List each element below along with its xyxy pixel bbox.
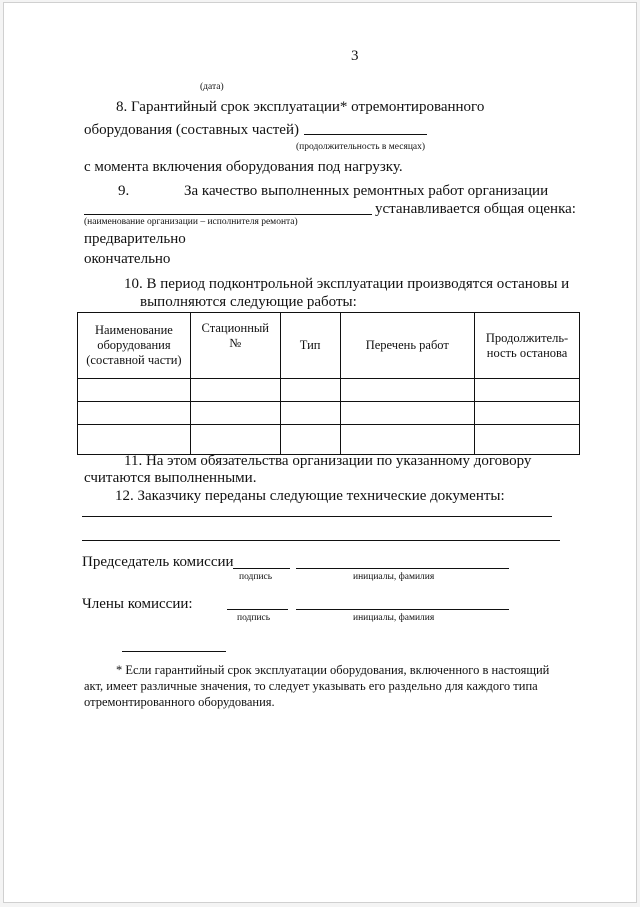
organization-name-blank bbox=[84, 214, 372, 215]
header-line: Перечень работ bbox=[365, 338, 449, 352]
table-row bbox=[78, 402, 580, 425]
table-row bbox=[78, 379, 580, 402]
table-cell bbox=[280, 402, 340, 425]
column-header-station-number bbox=[190, 313, 280, 379]
table-cell bbox=[78, 402, 191, 425]
header-line: Наименование bbox=[94, 323, 173, 337]
header-line: № bbox=[229, 336, 242, 350]
item9-number: 9. bbox=[118, 183, 130, 199]
item12-line1: 12. Заказчику переданы следующие технические документы: bbox=[115, 488, 505, 504]
table-cell bbox=[190, 402, 280, 425]
table-header-row bbox=[78, 313, 580, 379]
item8-line1: 8. Гарантийный срок эксплуатации* отремонтированного bbox=[116, 99, 485, 115]
item11-line1: 11. На этом обязательства организации по указанному договору bbox=[124, 453, 532, 469]
chairman-signature-blank bbox=[233, 568, 290, 569]
item8-caption: (продолжительность в месяцах) bbox=[296, 142, 426, 152]
chairman-name-blank bbox=[296, 568, 509, 569]
item9-caption: (наименование организации – исполнителя ремонта) bbox=[84, 217, 298, 227]
table-cell bbox=[340, 379, 475, 402]
document-page bbox=[3, 2, 637, 903]
item9-line2-tail: устанавливается общая оценка: bbox=[375, 201, 576, 217]
item11-line2: считаются выполненными. bbox=[84, 470, 257, 486]
item9-line1: За качество выполненных ремонтных работ организации bbox=[184, 183, 549, 199]
header-line: Продолжитель- bbox=[485, 330, 569, 345]
page-number: 3 bbox=[351, 48, 359, 64]
header-line: ность останова bbox=[486, 345, 568, 360]
chairman-signature-caption: подпись bbox=[239, 572, 273, 582]
table-cell bbox=[475, 425, 580, 455]
footnote-line1: * Если гарантийный срок эксплуатации оборудования, включенного в настоящий bbox=[116, 663, 550, 677]
column-header-works-list bbox=[340, 313, 475, 379]
footnote-line2: акт, имеет различные значения, то следует указывать его раздельно для каждого типа bbox=[84, 679, 538, 693]
footnote-separator bbox=[122, 651, 226, 652]
member-signature-blank bbox=[227, 609, 288, 610]
members-label: Члены комиссии: bbox=[82, 596, 193, 612]
table-cell bbox=[280, 425, 340, 455]
item8-line2: оборудования (составных частей) bbox=[84, 122, 299, 138]
item8-line3: с момента включения оборудования под нагрузку. bbox=[84, 159, 403, 175]
member-name-caption: инициалы, фамилия bbox=[353, 613, 435, 623]
documents-blank-line-2 bbox=[82, 540, 560, 541]
header-line: оборудования bbox=[97, 338, 171, 352]
column-header-type bbox=[280, 313, 340, 379]
column-header-equipment bbox=[78, 313, 191, 379]
documents-blank-line-1 bbox=[82, 516, 552, 517]
assessment-preliminary: предварительно bbox=[84, 231, 186, 247]
header-line: (составной части) bbox=[86, 353, 182, 367]
table-row bbox=[78, 425, 580, 455]
column-header-stoppage-duration bbox=[475, 313, 580, 379]
header-line: Тип bbox=[299, 338, 321, 352]
table-cell bbox=[78, 425, 191, 455]
table-cell bbox=[280, 379, 340, 402]
table-cell bbox=[475, 379, 580, 402]
chairman-label: Председатель комиссии bbox=[82, 554, 234, 570]
chairman-name-caption: инициалы, фамилия bbox=[353, 572, 435, 582]
member-name-blank bbox=[296, 609, 509, 610]
table-cell bbox=[340, 425, 475, 455]
footnote-line3: отремонтированного оборудования. bbox=[84, 695, 275, 709]
warranty-period-blank bbox=[304, 134, 427, 135]
table-cell bbox=[190, 425, 280, 455]
header-line: Стационный bbox=[201, 321, 269, 335]
table-cell bbox=[190, 379, 280, 402]
table-cell bbox=[475, 402, 580, 425]
item10-line2: выполняются следующие работы: bbox=[140, 294, 357, 310]
date-caption: (дата) bbox=[200, 82, 224, 92]
item10-line1: 10. В период подконтрольной эксплуатации производятся остановы и bbox=[124, 276, 570, 292]
assessment-final: окончательно bbox=[84, 251, 171, 267]
member-signature-caption: подпись bbox=[237, 613, 271, 623]
stoppage-works-table bbox=[77, 312, 580, 455]
table-cell bbox=[340, 402, 475, 425]
table-cell bbox=[78, 379, 191, 402]
